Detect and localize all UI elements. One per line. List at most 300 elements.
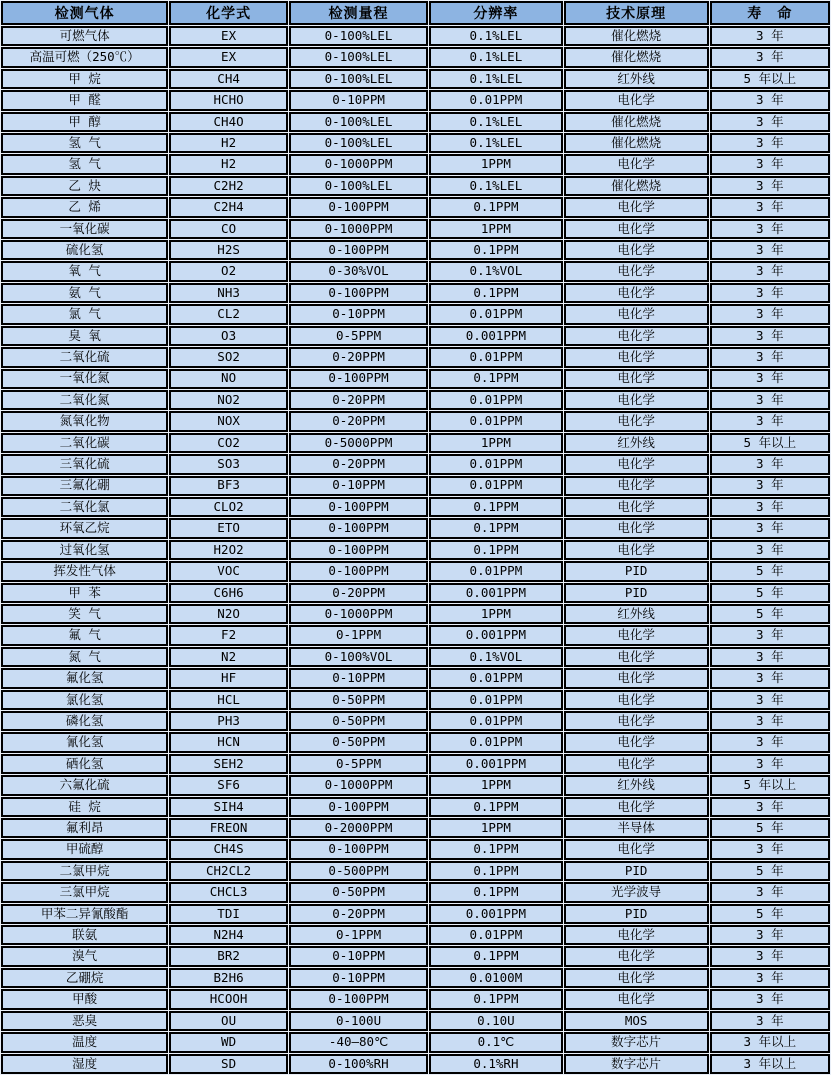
table-cell: 0-20PPM <box>289 347 428 367</box>
table-cell: HCN <box>169 732 288 752</box>
table-row <box>1 775 830 795</box>
table-cell: 氰化氢 <box>1 732 168 752</box>
table-row <box>1 968 830 988</box>
table-cell: 二氧化硫 <box>1 347 168 367</box>
table-cell: 氢 气 <box>1 154 168 174</box>
table-row <box>1 90 830 110</box>
table-cell: 电化学 <box>564 754 709 774</box>
table-cell: 红外线 <box>564 433 709 453</box>
table-cell: O3 <box>169 326 288 346</box>
table-row <box>1 197 830 217</box>
table-cell: 3 年 <box>710 283 830 303</box>
column-header-range: 检测量程 <box>289 1 428 25</box>
table-cell: 3 年 <box>710 647 830 667</box>
table-cell: 0.1PPM <box>429 369 562 389</box>
table-cell: 电化学 <box>564 518 709 538</box>
table-cell: 0.1%LEL <box>429 69 562 89</box>
table-cell: 5 年 <box>710 583 830 603</box>
table-cell: 3 年 <box>710 154 830 174</box>
table-cell: 电化学 <box>564 261 709 281</box>
table-cell: 3 年 <box>710 968 830 988</box>
table-cell: 0.1PPM <box>429 797 562 817</box>
table-cell: 湿度 <box>1 1054 168 1075</box>
table-cell: NH3 <box>169 283 288 303</box>
table-row <box>1 283 830 303</box>
table-cell: 电化学 <box>564 476 709 496</box>
table-cell: 电化学 <box>564 390 709 410</box>
table-cell: 电化学 <box>564 540 709 560</box>
table-cell: 3 年 <box>710 797 830 817</box>
table-cell: 3 年 <box>710 219 830 239</box>
table-cell: 三氧化硫 <box>1 454 168 474</box>
table-row <box>1 304 830 324</box>
table-cell: CH2CL2 <box>169 861 288 881</box>
table-cell: FREON <box>169 818 288 838</box>
table-cell: 0-100PPM <box>289 497 428 517</box>
table-cell: 5 年以上 <box>710 775 830 795</box>
table-cell: 氮 气 <box>1 647 168 667</box>
table-row <box>1 904 830 924</box>
table-cell: 电化学 <box>564 240 709 260</box>
table-cell: WD <box>169 1032 288 1052</box>
table-cell: 乙硼烷 <box>1 968 168 988</box>
table-cell: C2H4 <box>169 197 288 217</box>
table-cell: 5 年以上 <box>710 433 830 453</box>
table-cell: BR2 <box>169 946 288 966</box>
table-cell: 氨 气 <box>1 283 168 303</box>
table-row <box>1 411 830 431</box>
table-row <box>1 390 830 410</box>
table-cell: N2O <box>169 604 288 624</box>
table-cell: 3 年 <box>710 26 830 46</box>
column-header-formula: 化学式 <box>169 1 288 25</box>
table-cell: 电化学 <box>564 197 709 217</box>
table-cell: 3 年 <box>710 90 830 110</box>
table-cell: 0-20PPM <box>289 390 428 410</box>
table-cell: 六氟化硫 <box>1 775 168 795</box>
table-cell: 0-1000PPM <box>289 775 428 795</box>
table-cell: 笑 气 <box>1 604 168 624</box>
table-cell: PH3 <box>169 711 288 731</box>
table-cell: 0-1PPM <box>289 925 428 945</box>
table-cell: 臭 氧 <box>1 326 168 346</box>
table-cell: MOS <box>564 1011 709 1031</box>
table-cell: 0.1PPM <box>429 240 562 260</box>
table-cell: 甲 醇 <box>1 112 168 132</box>
table-cell: 电化学 <box>564 797 709 817</box>
table-row <box>1 625 830 645</box>
table-cell: 0.1PPM <box>429 946 562 966</box>
table-cell: 一氧化碳 <box>1 219 168 239</box>
table-cell: 1PPM <box>429 154 562 174</box>
table-cell: 0-100%LEL <box>289 69 428 89</box>
table-cell: 3 年 <box>710 369 830 389</box>
table-row <box>1 690 830 710</box>
table-cell: 0.001PPM <box>429 625 562 645</box>
table-cell: 3 年 <box>710 925 830 945</box>
table-row <box>1 26 830 46</box>
table-row <box>1 219 830 239</box>
table-cell: 3 年 <box>710 946 830 966</box>
table-cell: 3 年 <box>710 518 830 538</box>
table-cell: 温度 <box>1 1032 168 1052</box>
table-cell: 3 年 <box>710 882 830 902</box>
table-cell: 过氧化氢 <box>1 540 168 560</box>
table-cell: 0-50PPM <box>289 732 428 752</box>
table-cell: 0.01PPM <box>429 561 562 581</box>
table-cell: 0.1PPM <box>429 839 562 859</box>
table-cell: 氯 气 <box>1 304 168 324</box>
table-row <box>1 668 830 688</box>
table-cell: 0-20PPM <box>289 904 428 924</box>
table-cell: 0-10PPM <box>289 968 428 988</box>
table-cell: 0-100PPM <box>289 561 428 581</box>
table-cell: 二氧化氮 <box>1 390 168 410</box>
table-cell: 电化学 <box>564 946 709 966</box>
table-cell: HF <box>169 668 288 688</box>
table-cell: 电化学 <box>564 304 709 324</box>
column-header-gas: 检测气体 <box>1 1 168 25</box>
table-cell: 红外线 <box>564 604 709 624</box>
table-row <box>1 861 830 881</box>
table-row <box>1 882 830 902</box>
table-cell: 高温可燃（250℃） <box>1 47 168 67</box>
table-cell: H2O2 <box>169 540 288 560</box>
table-cell: 催化燃烧 <box>564 47 709 67</box>
table-cell: 3 年 <box>710 540 830 560</box>
table-cell: CH4O <box>169 112 288 132</box>
table-cell: 电化学 <box>564 732 709 752</box>
table-cell: 氮氧化物 <box>1 411 168 431</box>
table-cell: 甲 醛 <box>1 90 168 110</box>
table-cell: 0.1PPM <box>429 283 562 303</box>
table-cell: 二氧化碳 <box>1 433 168 453</box>
table-row <box>1 112 830 132</box>
table-cell: 0.01PPM <box>429 454 562 474</box>
table-cell: 0.01PPM <box>429 90 562 110</box>
table-cell: 0-100%LEL <box>289 47 428 67</box>
table-cell: 电化学 <box>564 369 709 389</box>
table-cell: 三氟化硼 <box>1 476 168 496</box>
table-cell: 0.1%VOL <box>429 647 562 667</box>
table-row <box>1 1011 830 1031</box>
table-cell: 0-20PPM <box>289 454 428 474</box>
table-cell: 乙 烯 <box>1 197 168 217</box>
table-cell: 1PPM <box>429 818 562 838</box>
table-cell: 0-100%LEL <box>289 133 428 153</box>
table-cell: 三氯甲烷 <box>1 882 168 902</box>
table-row <box>1 583 830 603</box>
table-cell: C6H6 <box>169 583 288 603</box>
table-row <box>1 240 830 260</box>
table-cell: SF6 <box>169 775 288 795</box>
table-cell: 氟化氢 <box>1 668 168 688</box>
table-row <box>1 69 830 89</box>
table-cell: HCL <box>169 690 288 710</box>
table-cell: 0-20PPM <box>289 411 428 431</box>
table-cell: 0.1PPM <box>429 497 562 517</box>
table-row <box>1 347 830 367</box>
table-cell: N2H4 <box>169 925 288 945</box>
table-cell: 0-10PPM <box>289 90 428 110</box>
table-cell: 电化学 <box>564 454 709 474</box>
table-row <box>1 754 830 774</box>
table-cell: 0-100PPM <box>289 540 428 560</box>
table-cell: 0-50PPM <box>289 690 428 710</box>
table-cell: SO3 <box>169 454 288 474</box>
table-cell: 0.1PPM <box>429 861 562 881</box>
table-cell: 0.1PPM <box>429 989 562 1009</box>
table-cell: SD <box>169 1054 288 1075</box>
table-cell: 0-100PPM <box>289 369 428 389</box>
table-cell: 3 年 <box>710 625 830 645</box>
table-cell: HCOOH <box>169 989 288 1009</box>
table-cell: 电化学 <box>564 497 709 517</box>
table-cell: 0-50PPM <box>289 882 428 902</box>
table-cell: 5 年以上 <box>710 69 830 89</box>
table-cell: 磷化氢 <box>1 711 168 731</box>
column-header-principle: 技术原理 <box>564 1 709 25</box>
table-cell: 电化学 <box>564 711 709 731</box>
table-cell: 电化学 <box>564 925 709 945</box>
table-cell: 3 年 <box>710 1011 830 1031</box>
table-row <box>1 925 830 945</box>
table-cell: 红外线 <box>564 69 709 89</box>
table-cell: 3 年 <box>710 347 830 367</box>
table-cell: 1PPM <box>429 604 562 624</box>
table-cell: 催化燃烧 <box>564 176 709 196</box>
table-cell: 0-1000PPM <box>289 219 428 239</box>
table-cell: 电化学 <box>564 968 709 988</box>
table-row <box>1 540 830 560</box>
table-cell: 0.01PPM <box>429 925 562 945</box>
table-row <box>1 369 830 389</box>
table-row <box>1 476 830 496</box>
table-cell: PID <box>564 561 709 581</box>
table-cell: 氢 气 <box>1 133 168 153</box>
table-cell: 1PPM <box>429 433 562 453</box>
table-cell: 甲苯二异氰酸酯 <box>1 904 168 924</box>
table-cell: 3 年 <box>710 112 830 132</box>
table-cell: ETO <box>169 518 288 538</box>
table-row <box>1 1054 830 1075</box>
table-cell: NOX <box>169 411 288 431</box>
table-cell: 5 年 <box>710 818 830 838</box>
table-row <box>1 989 830 1009</box>
table-cell: 3 年 <box>710 454 830 474</box>
table-cell: 0-100PPM <box>289 989 428 1009</box>
table-cell: 1PPM <box>429 775 562 795</box>
table-cell: 数字芯片 <box>564 1054 709 1075</box>
table-cell: 3 年 <box>710 839 830 859</box>
table-cell: 0-10PPM <box>289 946 428 966</box>
table-cell: 0-1000PPM <box>289 154 428 174</box>
table-row <box>1 454 830 474</box>
table-row <box>1 133 830 153</box>
table-cell: 0.1%RH <box>429 1054 562 1075</box>
table-row <box>1 647 830 667</box>
table-cell: 0.1%VOL <box>429 261 562 281</box>
table-cell: 数字芯片 <box>564 1032 709 1052</box>
table-cell: 电化学 <box>564 625 709 645</box>
table-cell: 0-100PPM <box>289 839 428 859</box>
table-cell: 氧 气 <box>1 261 168 281</box>
table-cell: 0.1PPM <box>429 540 562 560</box>
table-cell: 溴气 <box>1 946 168 966</box>
table-row <box>1 1032 830 1052</box>
table-cell: 0-5PPM <box>289 754 428 774</box>
table-cell: 0.001PPM <box>429 754 562 774</box>
table-cell: 电化学 <box>564 668 709 688</box>
table-cell: 电化学 <box>564 839 709 859</box>
table-cell: 电化学 <box>564 219 709 239</box>
table-cell: 3 年 <box>710 989 830 1009</box>
table-cell: 0-20PPM <box>289 583 428 603</box>
table-cell: 0-1PPM <box>289 625 428 645</box>
table-cell: 挥发性气体 <box>1 561 168 581</box>
table-cell: 0.1%LEL <box>429 112 562 132</box>
table-row <box>1 818 830 838</box>
table-row <box>1 711 830 731</box>
table-cell: 0-2000PPM <box>289 818 428 838</box>
table-cell: 0.01PPM <box>429 732 562 752</box>
table-cell: 0.01PPM <box>429 411 562 431</box>
table-cell: 3 年 <box>710 690 830 710</box>
column-header-lifespan: 寿 命 <box>710 1 830 25</box>
table-cell: 硅 烷 <box>1 797 168 817</box>
table-cell: SEH2 <box>169 754 288 774</box>
table-cell: OU <box>169 1011 288 1031</box>
table-cell: 硒化氢 <box>1 754 168 774</box>
table-cell: 半导体 <box>564 818 709 838</box>
table-cell: PID <box>564 861 709 881</box>
table-row <box>1 497 830 517</box>
table-cell: 二氯甲烷 <box>1 861 168 881</box>
table-cell: 光学波导 <box>564 882 709 902</box>
table-cell: 3 年 <box>710 411 830 431</box>
table-cell: CHCL3 <box>169 882 288 902</box>
table-cell: 电化学 <box>564 90 709 110</box>
table-cell: 氟 气 <box>1 625 168 645</box>
table-cell: 电化学 <box>564 347 709 367</box>
table-cell: 0-100%LEL <box>289 26 428 46</box>
table-cell: 0-50PPM <box>289 711 428 731</box>
table-cell: 5 年 <box>710 861 830 881</box>
table-cell: 催化燃烧 <box>564 112 709 132</box>
table-cell: -40—80℃ <box>289 1032 428 1052</box>
table-cell: 3 年 <box>710 326 830 346</box>
table-cell: 0-5000PPM <box>289 433 428 453</box>
table-cell: 0.1%LEL <box>429 176 562 196</box>
table-cell: 红外线 <box>564 775 709 795</box>
table-cell: 0.0100M <box>429 968 562 988</box>
table-cell: BF3 <box>169 476 288 496</box>
table-cell: 5 年 <box>710 561 830 581</box>
table-cell: CO <box>169 219 288 239</box>
table-cell: H2S <box>169 240 288 260</box>
table-cell: NO2 <box>169 390 288 410</box>
table-cell: 0-100PPM <box>289 197 428 217</box>
table-cell: 0.001PPM <box>429 326 562 346</box>
table-cell: SO2 <box>169 347 288 367</box>
table-row <box>1 326 830 346</box>
table-row <box>1 604 830 624</box>
table-row <box>1 154 830 174</box>
table-cell: 二氧化氯 <box>1 497 168 517</box>
table-cell: 0-1000PPM <box>289 604 428 624</box>
table-cell: 电化学 <box>564 647 709 667</box>
table-cell: SIH4 <box>169 797 288 817</box>
table-cell: 0-100PPM <box>289 283 428 303</box>
table-cell: 3 年 <box>710 668 830 688</box>
table-cell: 0-10PPM <box>289 304 428 324</box>
table-cell: 3 年 <box>710 497 830 517</box>
table-cell: CL2 <box>169 304 288 324</box>
table-cell: 0-100U <box>289 1011 428 1031</box>
table-cell: 0-100PPM <box>289 518 428 538</box>
table-cell: CO2 <box>169 433 288 453</box>
table-row <box>1 732 830 752</box>
table-cell: 0-100%LEL <box>289 112 428 132</box>
table-cell: 0.01PPM <box>429 390 562 410</box>
table-cell: 0.01PPM <box>429 304 562 324</box>
table-cell: B2H6 <box>169 968 288 988</box>
table-cell: 甲硫醇 <box>1 839 168 859</box>
header-row <box>1 1 830 25</box>
table-cell: 0.001PPM <box>429 904 562 924</box>
table-row <box>1 433 830 453</box>
table-cell: 0.1PPM <box>429 197 562 217</box>
table-cell: 氟利昂 <box>1 818 168 838</box>
table-row <box>1 839 830 859</box>
table-cell: C2H2 <box>169 176 288 196</box>
table-cell: 5 年 <box>710 604 830 624</box>
table-cell: TDI <box>169 904 288 924</box>
table-cell: 电化学 <box>564 411 709 431</box>
table-cell: 3 年 <box>710 754 830 774</box>
table-cell: 氯化氢 <box>1 690 168 710</box>
table-cell: 0.1PPM <box>429 882 562 902</box>
table-row <box>1 47 830 67</box>
table-cell: 0.01PPM <box>429 690 562 710</box>
table-cell: 可燃气体 <box>1 26 168 46</box>
table-row <box>1 261 830 281</box>
table-cell: 0-100PPM <box>289 240 428 260</box>
table-cell: 3 年 <box>710 261 830 281</box>
table-cell: PID <box>564 904 709 924</box>
table-cell: EX <box>169 47 288 67</box>
table-cell: 3 年 <box>710 133 830 153</box>
table-cell: 3 年以上 <box>710 1032 830 1052</box>
table-cell: 0-10PPM <box>289 668 428 688</box>
table-cell: 0.10U <box>429 1011 562 1031</box>
table-cell: 0-500PPM <box>289 861 428 881</box>
table-cell: 电化学 <box>564 326 709 346</box>
column-header-resolution: 分辨率 <box>429 1 562 25</box>
table-cell: 甲 苯 <box>1 583 168 603</box>
table-cell: 3 年 <box>710 476 830 496</box>
table-cell: 0.1℃ <box>429 1032 562 1052</box>
table-cell: 3 年以上 <box>710 1054 830 1075</box>
table-cell: CLO2 <box>169 497 288 517</box>
table-cell: H2 <box>169 133 288 153</box>
table-cell: 电化学 <box>564 989 709 1009</box>
table-cell: 3 年 <box>710 711 830 731</box>
table-cell: 0-100%VOL <box>289 647 428 667</box>
table-row <box>1 797 830 817</box>
table-cell: 电化学 <box>564 690 709 710</box>
table-cell: 0-100%LEL <box>289 176 428 196</box>
